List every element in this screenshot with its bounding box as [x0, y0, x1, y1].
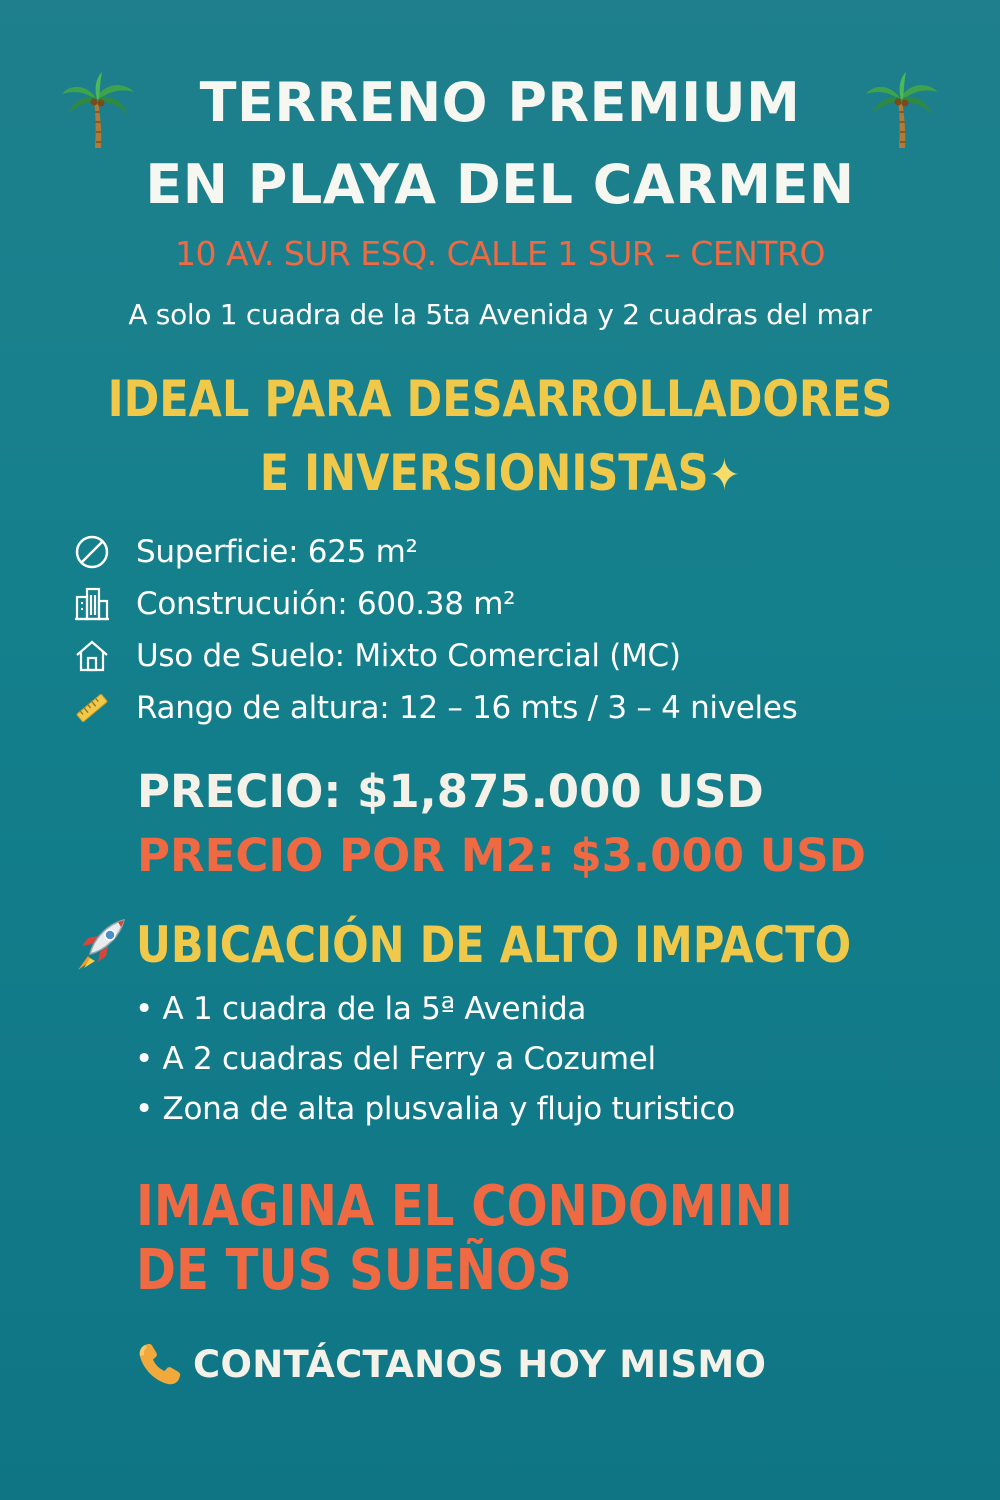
- location-bullet: • A 2 cuadras del Ferry a Cozumel: [135, 1041, 656, 1077]
- location-bullet: • A 1 cuadra de la 5ª Avenida: [135, 991, 587, 1027]
- cta-line-1: IMAGINA EL CONDOMINI: [136, 1174, 793, 1239]
- location-heading-text: UBICACIÓN DE ALTO IMPACTO: [136, 916, 852, 974]
- feature-uso-suelo: [72, 632, 681, 680]
- phone-icon: [135, 1339, 185, 1389]
- feature-text: Rango de altura: 12 – 16 mts / 3 – 4 niveles: [136, 690, 798, 726]
- rocket-icon: [68, 914, 130, 976]
- feature-text: Construcuión: 600.38 m²: [136, 586, 516, 622]
- feature-altura: [72, 684, 798, 732]
- sparkle-icon: ✦: [708, 450, 741, 501]
- ideal-line-1: IDEAL PARA DESARROLLADORES: [107, 370, 893, 428]
- location-heading: [68, 910, 968, 980]
- price-per-m2: PRECIO POR M2: $3.000 USD: [137, 829, 866, 882]
- address: 10 AV. SUR ESQ. CALLE 1 SUR – CENTRO: [175, 234, 825, 273]
- title-line-1: TERRENO PREMIUM: [199, 71, 801, 134]
- feature-superficie: [72, 528, 418, 576]
- feature-construccion: [72, 580, 515, 628]
- area-icon: [72, 532, 112, 572]
- location-bullet: • Zona de alta plusvalia y flujo turistico: [135, 1091, 735, 1127]
- contact-text[interactable]: CONTÁCTANOS HOY MISMO: [193, 1342, 767, 1386]
- feature-text: Superficie: 625 m²: [136, 534, 418, 570]
- subtitle: A solo 1 cuadra de la 5ta Avenida y 2 cuadras del mar: [128, 298, 872, 331]
- cta-line-2: DE TUS SUEÑOS: [136, 1238, 572, 1303]
- house-icon: [72, 636, 112, 676]
- feature-text: Uso de Suelo: Mixto Comercial (MC): [136, 638, 681, 674]
- building-icon: [72, 584, 112, 624]
- price: PRECIO: $1,875.000 USD: [137, 765, 764, 818]
- ideal-line-2: [70, 440, 930, 509]
- ideal-line-2-text: E INVERSIONISTAS: [259, 444, 709, 502]
- ruler-icon: [72, 688, 112, 728]
- contact-cta[interactable]: [135, 1334, 766, 1394]
- title-line-2: EN PLAYA DEL CARMEN: [145, 153, 855, 216]
